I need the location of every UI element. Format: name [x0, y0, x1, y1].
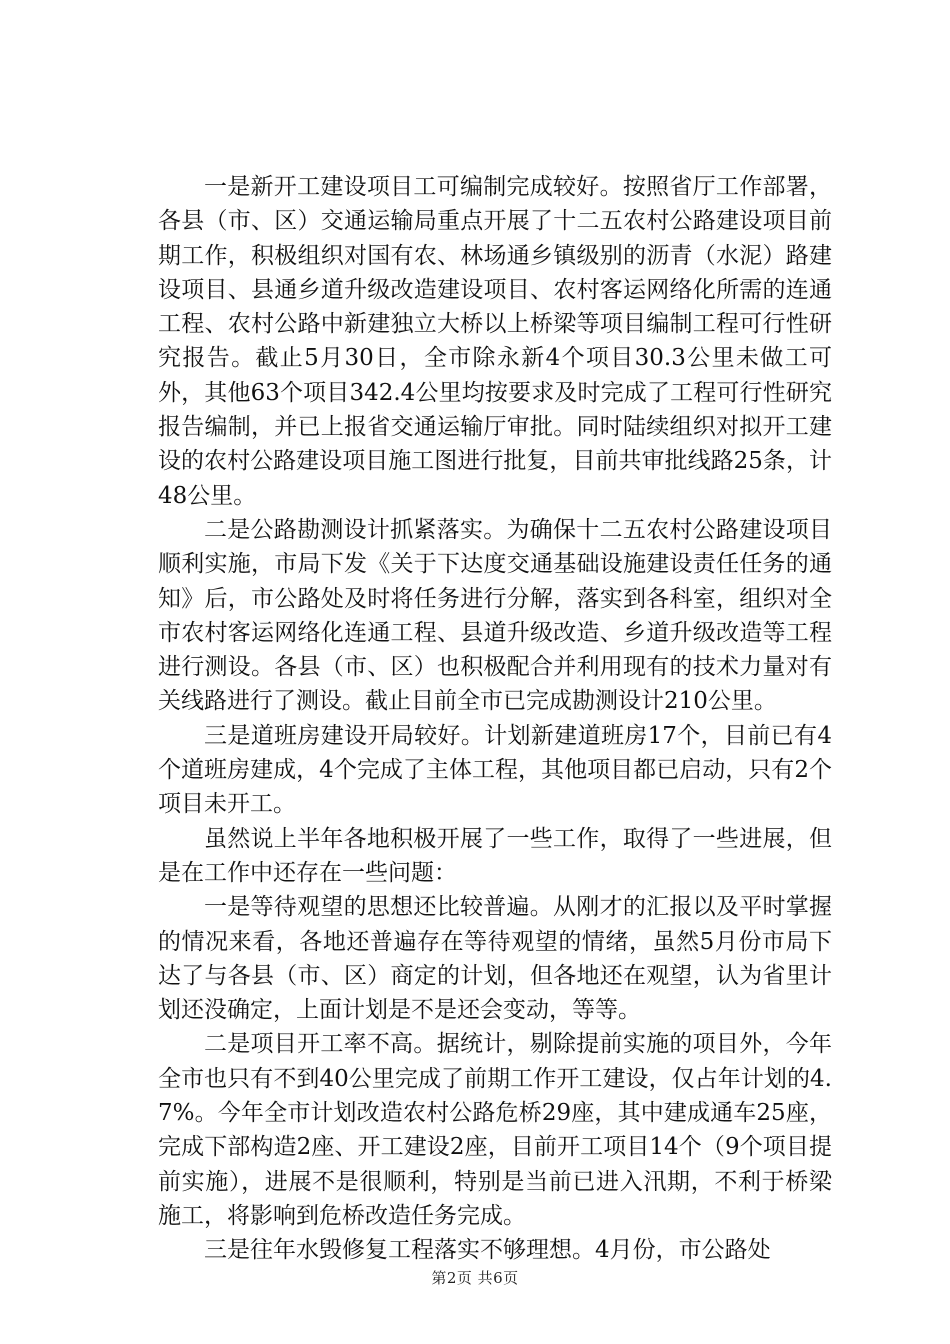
paragraph-maintenance-stations: 三是道班房建设开局较好。计划新建道班房17个，目前已有4个道班房建成，4个完成了主体工程，其他项目都已启动，只有2个项目未开工。: [158, 722, 832, 818]
paragraph-survey-design: 二是公路勘测设计抓紧落实。为确保十二五农村公路建设项目顺利实施，市局下发《关于下达度交通基础设施建设责任任务的通知》后，市公路处及时将任务进行分解，落实到各科室，组织对全市农村客运网络化连通工程、县道升级改造、乡道升级改造等工程进行测设。各县（市、区）也积极配合并利用现有的技术力量对有关线路进行了测设。截止目前全市已完成勘测设计210公里。: [158, 516, 832, 715]
paragraph-problem-wait-and-see: 一是等待观望的思想还比较普遍。从刚才的汇报以及平时掌握的情况来看，各地还普遍存在等待观望的情绪，虽然5月份市局下达了与各县（市、区）商定的计划，但各地还在观望，认为省里计划还没确定，上面计划是不是还会变动，等等。: [158, 894, 832, 1024]
paragraph-problems-intro: 虽然说上半年各地积极开展了一些工作，取得了一些进展，但是在工作中还存在一些问题：: [158, 825, 832, 886]
page-number-footer: 第2页 共6页: [431, 1269, 519, 1287]
paragraph-problem-flood-repair: 三是往年水毁修复工程落实不够理想。4月份，市公路处: [204, 1237, 771, 1264]
paragraph-problem-low-start-rate: 二是项目开工率不高。据统计，剔除提前实施的项目外，今年全市也只有不到40公里完成了前期工作开工建设，仅占年计划的4.7%。今年全市计划改造农村公路危桥29座，其中建成通车25座，完成下部构造2座、开工建设2座，目前开工项目14个（9个项目提前实施），进展不是很顺利，特别是当前已进入汛期，不利于桥梁施工，将影响到危桥改造任务完成。: [158, 1031, 832, 1229]
paragraph-new-projects: 一是新开工建设项目工可编制完成较好。按照省厅工作部署，各县（市、区）交通运输局重点开展了十二五农村公路建设项目前期工作，积极组织对国有农、林场通乡镇级别的沥青（水泥）路建设项目、县通乡道升级改造建设项目、农村客运网络化所需的连通工程、农村公路中新建独立大桥以上桥梁等项目编制工程可行性研究报告。截止5月30日，全市除永新4个项目30.3公里未做工可外，其他63个项目342.4公里均按要求及时完成了工程可行性研究报告编制，并已上报省交通运输厅审批。同时陆续组织对拟开工建设的农村公路建设项目施工图进行批复，目前共审批线路25条，计48公里。: [158, 174, 832, 509]
document-body: [158, 170, 832, 1268]
